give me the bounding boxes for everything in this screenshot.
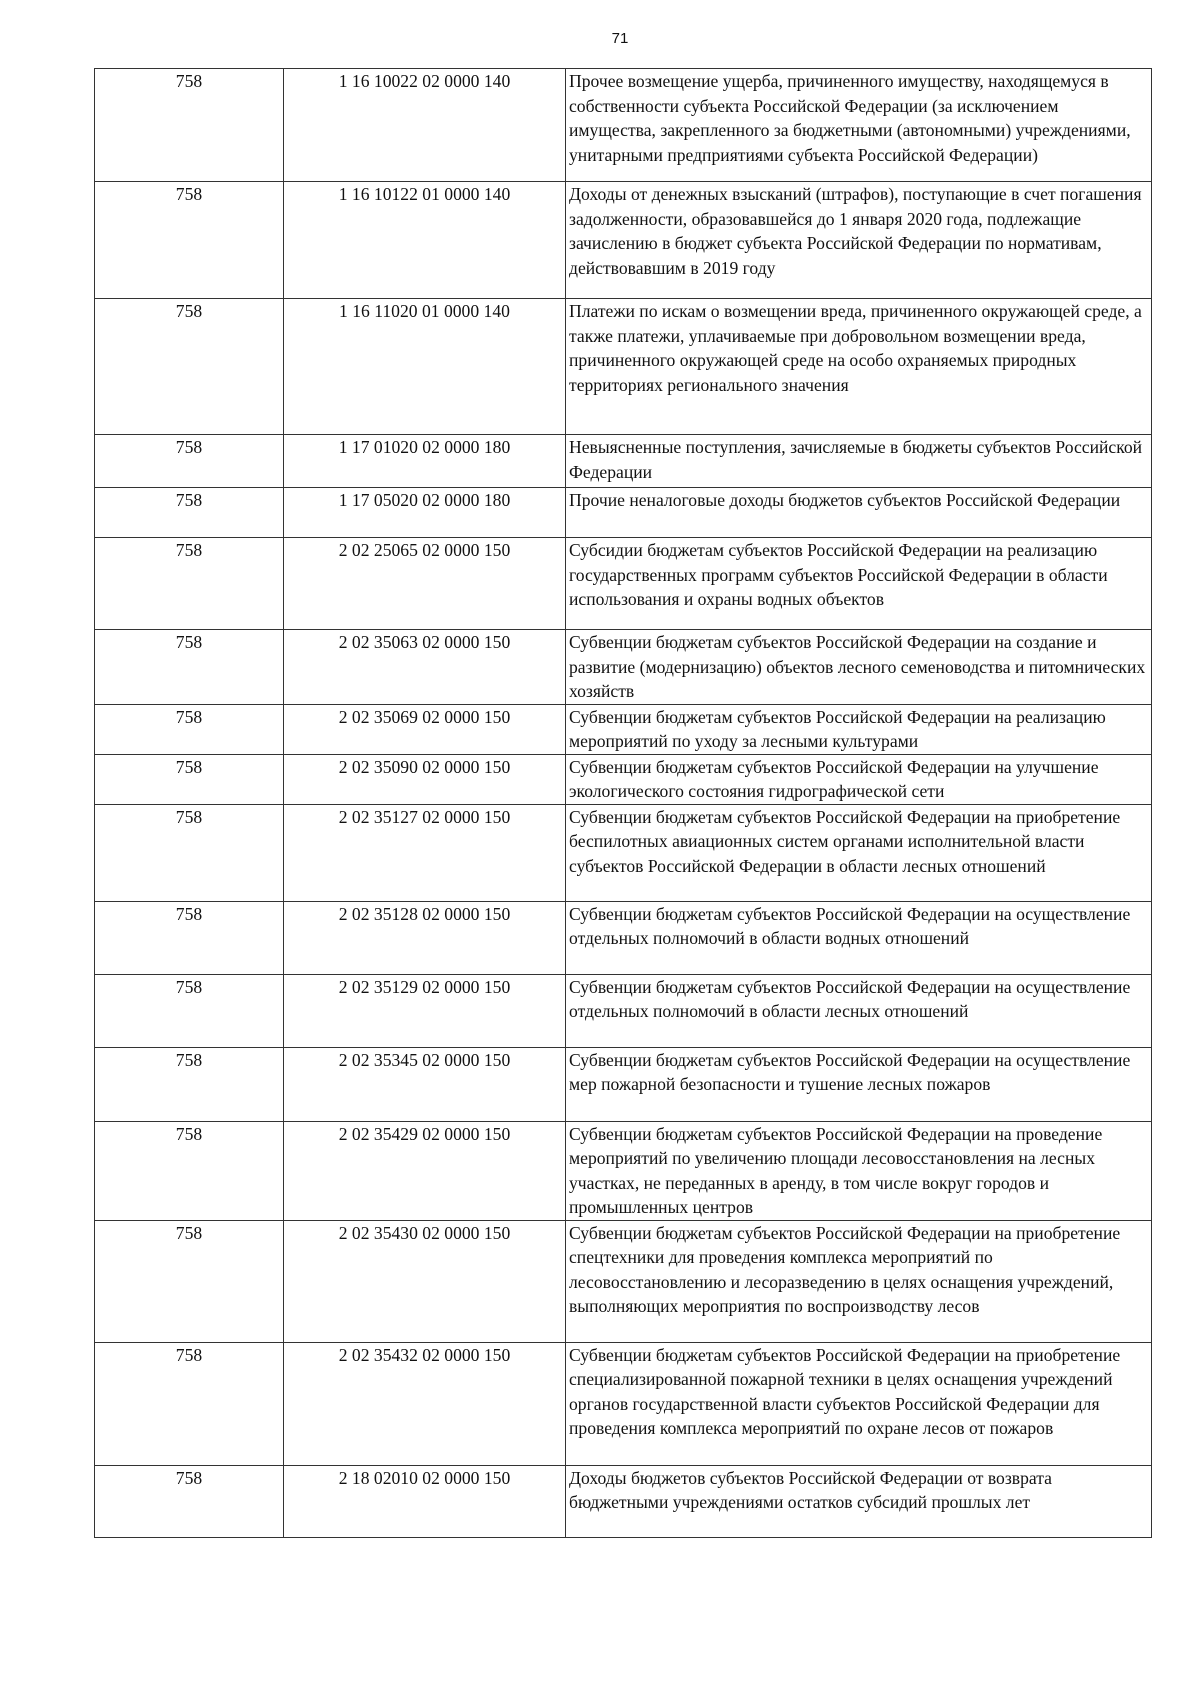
admin-code-cell: 758 (95, 538, 284, 630)
admin-code-cell: 758 (95, 69, 284, 182)
admin-code-cell: 758 (95, 1121, 284, 1220)
admin-code-cell: 758 (95, 1220, 284, 1342)
description-cell: Субвенции бюджетам субъектов Российской Федерации на создание и развитие (модернизацию) объектов лесного семеноводства и питомнических хозяйств (566, 630, 1152, 705)
description-cell: Прочие неналоговые доходы бюджетов субъектов Российской Федерации (566, 488, 1152, 538)
description-cell: Прочее возмещение ущерба, причиненного имуществу, находящемуся в собственности субъекта Российской Федерации (за исключением имущества, закрепленного за бюджетными (автономными) учреждениями, унитарными предприятиями субъекта Российской Федерации) (566, 69, 1152, 182)
table-row (95, 435, 1152, 488)
admin-code-cell: 758 (95, 182, 284, 299)
admin-code-cell: 758 (95, 488, 284, 538)
budget-code-cell: 1 16 10022 02 0000 140 (284, 69, 566, 182)
admin-code-cell: 758 (95, 299, 284, 435)
table-row (95, 69, 1152, 182)
description-cell: Доходы бюджетов субъектов Российской Федерации от возврата бюджетными учреждениями остатков субсидий прошлых лет (566, 1465, 1152, 1537)
budget-code-cell: 2 02 35432 02 0000 150 (284, 1342, 566, 1465)
budget-code-cell: 2 02 35429 02 0000 150 (284, 1121, 566, 1220)
budget-code-cell: 2 02 35345 02 0000 150 (284, 1047, 566, 1121)
table-row (95, 182, 1152, 299)
budget-code-cell: 2 02 35127 02 0000 150 (284, 804, 566, 901)
table-row (95, 299, 1152, 435)
budget-code-cell: 2 02 35069 02 0000 150 (284, 704, 566, 754)
table-row (95, 901, 1152, 974)
description-cell: Невыясненные поступления, зачисляемые в бюджеты субъектов Российской Федерации (566, 435, 1152, 488)
table-row (95, 630, 1152, 705)
budget-code-cell: 2 02 35063 02 0000 150 (284, 630, 566, 705)
table-row (95, 538, 1152, 630)
description-cell: Субвенции бюджетам субъектов Российской Федерации на осуществление мер пожарной безопасности и тушение лесных пожаров (566, 1047, 1152, 1121)
description-cell: Субвенции бюджетам субъектов Российской Федерации на реализацию мероприятий по уходу за лесными культурами (566, 704, 1152, 754)
admin-code-cell: 758 (95, 435, 284, 488)
table-row (95, 1047, 1152, 1121)
description-cell: Субвенции бюджетам субъектов Российской Федерации на улучшение экологического состояния гидрографической сети (566, 754, 1152, 804)
budget-code-cell: 2 02 25065 02 0000 150 (284, 538, 566, 630)
admin-code-cell: 758 (95, 1342, 284, 1465)
description-cell: Доходы от денежных взысканий (штрафов), поступающие в счет погашения задолженности, образовавшейся до 1 января 2020 года, подлежащие зачислению в бюджет субъекта Российской Федерации по нормативам, действовавшим в 2019 году (566, 182, 1152, 299)
page-number: 71 (611, 30, 629, 47)
budget-code-cell: 2 02 35129 02 0000 150 (284, 974, 566, 1047)
table-row (95, 974, 1152, 1047)
table-row (95, 1342, 1152, 1465)
admin-code-cell: 758 (95, 901, 284, 974)
budget-classification-table (94, 68, 1152, 1538)
table-row (95, 754, 1152, 804)
description-cell: Субвенции бюджетам субъектов Российской Федерации на проведение мероприятий по увеличению площади лесовосстановления на лесных участках, не переданных в аренду, в том числе вокруг городов и промышленных центров (566, 1121, 1152, 1220)
budget-code-cell: 2 18 02010 02 0000 150 (284, 1465, 566, 1537)
table-row (95, 804, 1152, 901)
description-cell: Платежи по искам о возмещении вреда, причиненного окружающей среде, а также платежи, уплачиваемые при добровольном возмещении вреда, причиненного окружающей среде на особо охраняемых природных территориях регионального значения (566, 299, 1152, 435)
admin-code-cell: 758 (95, 704, 284, 754)
description-cell: Субвенции бюджетам субъектов Российской Федерации на осуществление отдельных полномочий в области лесных отношений (566, 974, 1152, 1047)
description-cell: Субвенции бюджетам субъектов Российской Федерации на осуществление отдельных полномочий в области водных отношений (566, 901, 1152, 974)
admin-code-cell: 758 (95, 1047, 284, 1121)
budget-code-cell: 1 16 11020 01 0000 140 (284, 299, 566, 435)
table-row (95, 704, 1152, 754)
admin-code-cell: 758 (95, 974, 284, 1047)
admin-code-cell: 758 (95, 754, 284, 804)
budget-code-cell: 1 17 01020 02 0000 180 (284, 435, 566, 488)
budget-code-cell: 1 17 05020 02 0000 180 (284, 488, 566, 538)
admin-code-cell: 758 (95, 1465, 284, 1537)
budget-code-cell: 2 02 35128 02 0000 150 (284, 901, 566, 974)
table-row (95, 1121, 1152, 1220)
table-row (95, 488, 1152, 538)
description-cell: Субвенции бюджетам субъектов Российской Федерации на приобретение беспилотных авиационных систем органами исполнительной власти субъектов Российской Федерации в области лесных отношений (566, 804, 1152, 901)
admin-code-cell: 758 (95, 804, 284, 901)
description-cell: Субвенции бюджетам субъектов Российской Федерации на приобретение специализированной пожарной техники в целях оснащения учреждений органов государственной власти субъектов Российской Федерации для проведения комплекса мероприятий по охране лесов от пожаров (566, 1342, 1152, 1465)
description-cell: Субвенции бюджетам субъектов Российской Федерации на приобретение спецтехники для проведения комплекса мероприятий по лесовосстановлению и лесоразведению в целях оснащения учреждений, выполняющих мероприятия по воспроизводству лесов (566, 1220, 1152, 1342)
budget-code-cell: 2 02 35090 02 0000 150 (284, 754, 566, 804)
description-cell: Субсидии бюджетам субъектов Российской Федерации на реализацию государственных программ субъектов Российской Федерации в области использования и охраны водных объектов (566, 538, 1152, 630)
budget-code-cell: 1 16 10122 01 0000 140 (284, 182, 566, 299)
admin-code-cell: 758 (95, 630, 284, 705)
budget-code-cell: 2 02 35430 02 0000 150 (284, 1220, 566, 1342)
table-row (95, 1220, 1152, 1342)
table-row (95, 1465, 1152, 1537)
